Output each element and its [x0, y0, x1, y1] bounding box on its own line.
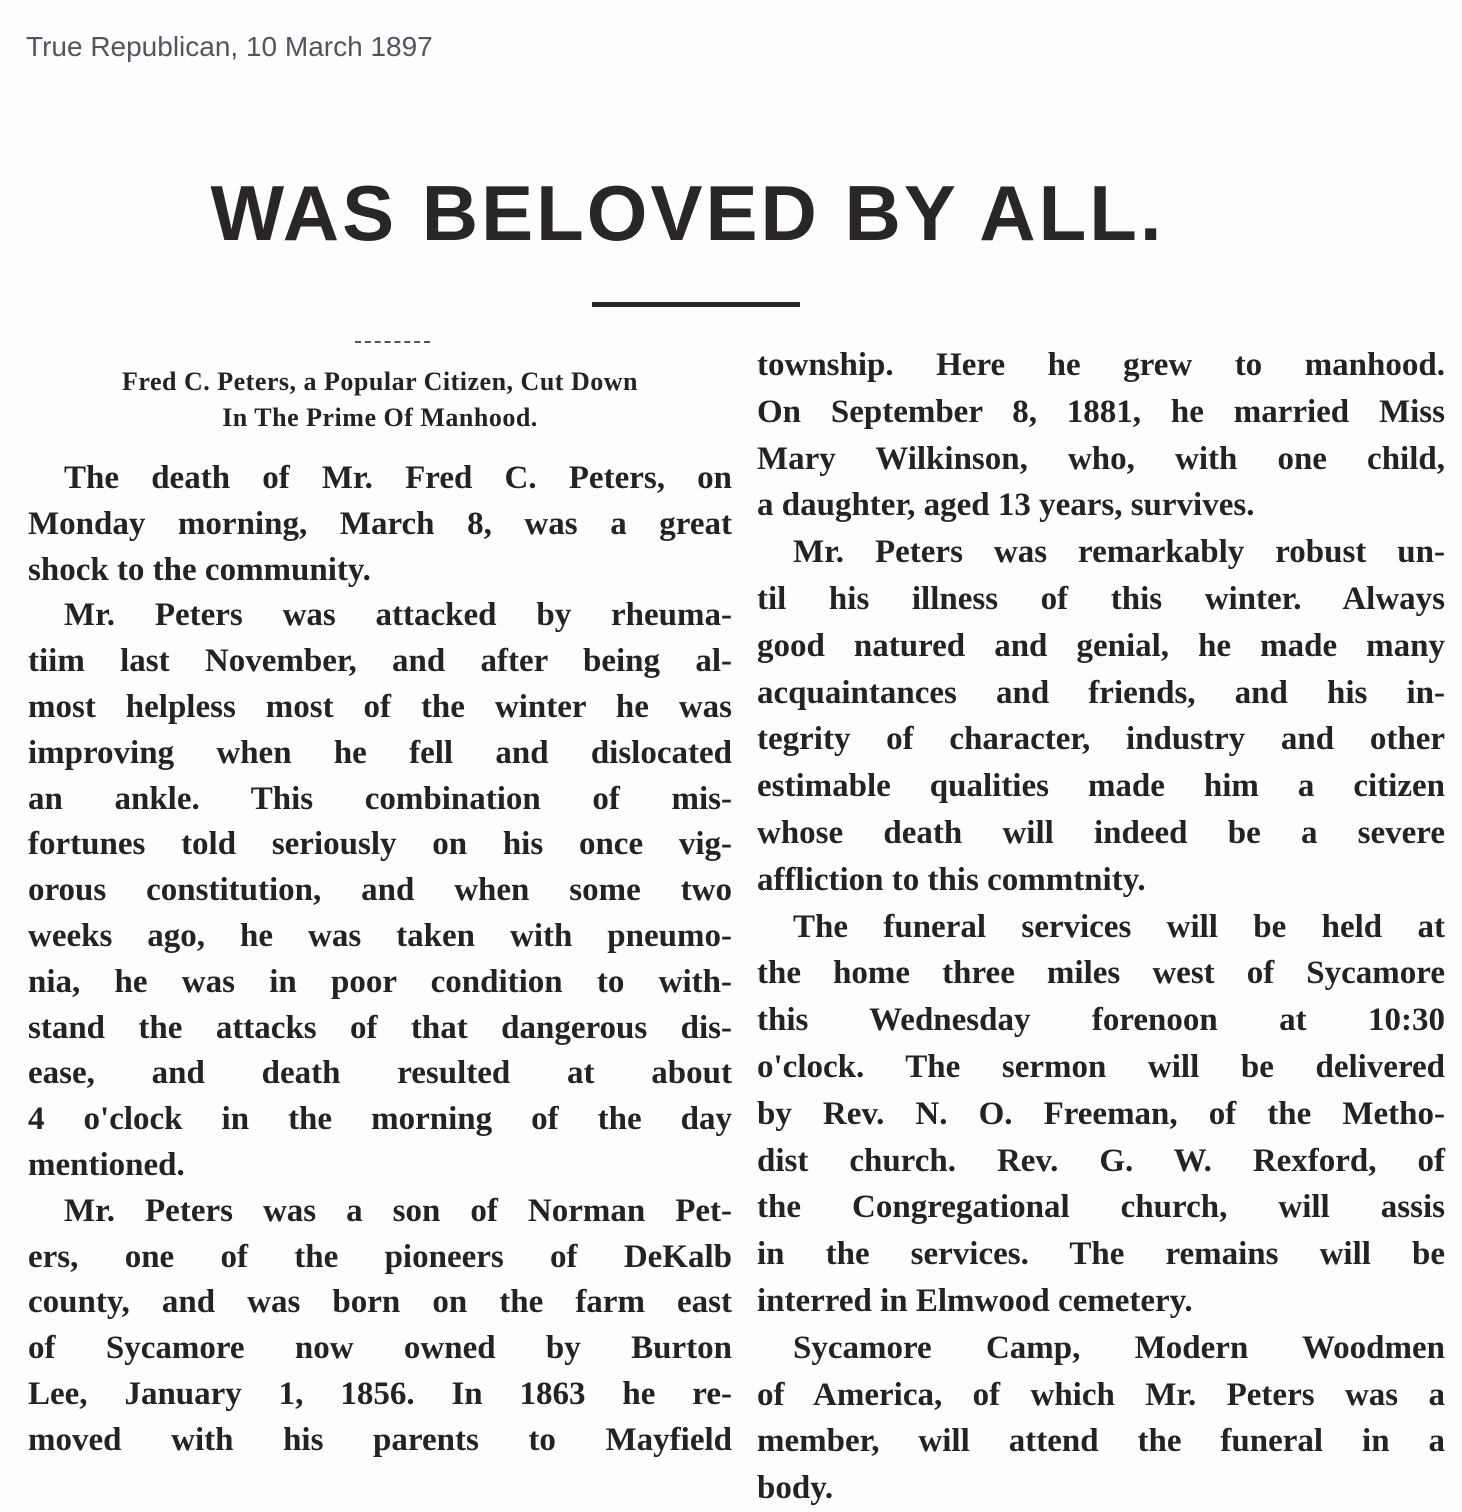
article-line: a daughter, aged 13 years, survives. — [757, 487, 1255, 524]
article-line: tegrity of character, industry and other — [757, 721, 1445, 758]
article-line: an ankle. This combination of mis- — [28, 780, 732, 817]
article-line: member, will attend the funeral in a — [757, 1423, 1445, 1460]
headline-divider — [592, 302, 800, 307]
article-line: acquaintances and friends, and his in- — [757, 674, 1445, 711]
article-line: of Sycamore now owned by Burton — [28, 1330, 732, 1367]
headline: WAS BELOVED BY ALL. — [210, 169, 1165, 257]
article-line: good natured and genial, he made many — [757, 627, 1445, 664]
article-line: orous constitution, and when some two — [28, 872, 732, 909]
article-line: estimable qualities made him a citizen — [757, 768, 1445, 805]
article-line: The funeral services will be held at — [793, 908, 1445, 945]
article-line: mentioned. — [28, 1146, 185, 1183]
article-line: weeks ago, he was taken with pneumo- — [28, 917, 732, 954]
article-line: Mary Wilkinson, who, with one child, — [757, 440, 1445, 477]
article-line: til his illness of this winter. Always — [757, 580, 1445, 617]
article-paragraph — [757, 904, 1445, 1325]
article-paragraph — [28, 456, 732, 593]
article-line: in the services. The remains will be — [757, 1236, 1445, 1273]
article-line: moved with his parents to Mayfield — [28, 1421, 732, 1458]
source-caption: True Republican, 10 March 1897 — [26, 31, 433, 62]
subheadline — [28, 364, 732, 436]
article-paragraph — [28, 593, 732, 1188]
article-line: Monday morning, March 8, was a great — [28, 505, 732, 542]
article-line: improving when he fell and dislocated — [28, 734, 732, 771]
subheadline-line: In The Prime Of Manhood. — [222, 403, 538, 432]
article-line: body. — [757, 1470, 834, 1507]
article-line: Sycamore Camp, Modern Woodmen — [793, 1329, 1445, 1366]
article-line: interred in Elmwood cemetery. — [757, 1282, 1193, 1319]
article-paragraph — [757, 342, 1445, 529]
article-column-right — [757, 342, 1445, 1512]
article-line: Mr. Peters was attacked by rheuma- — [64, 597, 732, 634]
article-line: township. Here he grew to manhood. — [757, 347, 1445, 383]
article-paragraph — [757, 529, 1445, 903]
article-line: by Rev. N. O. Freeman, of the Metho- — [757, 1095, 1445, 1132]
article-line: 4 o'clock in the morning of the day — [28, 1101, 732, 1138]
article-line: Lee, January 1, 1856. In 1863 he re- — [28, 1375, 732, 1412]
article-line: stand the attacks of that dangerous dis- — [28, 1009, 732, 1046]
article-line: ers, one of the pioneers of DeKalb — [28, 1238, 732, 1275]
article-line: whose death will indeed be a severe — [757, 814, 1445, 851]
article-line: county, and was born on the farm east — [28, 1284, 732, 1321]
article-line: ease, and death resulted at about — [28, 1055, 732, 1092]
article-line: this Wednesday forenoon at 10:30 — [757, 1002, 1445, 1039]
article-line: the home three miles west of Sycamore — [757, 955, 1445, 992]
dashed-divider — [355, 341, 430, 343]
article-line: Mr. Peters was remarkably robust un- — [793, 534, 1445, 571]
article-line: most helpless most of the winter he was — [28, 688, 732, 725]
article-line: shock to the community. — [28, 551, 371, 588]
article-line: o'clock. The sermon will be delivered — [757, 1048, 1445, 1085]
article-line: On September 8, 1881, he married Miss — [757, 393, 1445, 430]
article-line: fortunes told seriously on his once vig- — [28, 826, 732, 863]
article-line: dist church. Rev. G. W. Rexford, of — [757, 1142, 1445, 1179]
article-line: the Congregational church, will assis — [757, 1189, 1445, 1226]
article-line: tiim last November, and after being al- — [28, 643, 732, 680]
article-column-left — [28, 456, 732, 1464]
article-line: Mr. Peters was a son of Norman Pet- — [64, 1192, 732, 1229]
article-line: nia, he was in poor condition to with- — [28, 963, 732, 1000]
article-paragraph — [28, 1189, 732, 1464]
article-line: affliction to this commtnity. — [757, 861, 1146, 898]
article-line: The death of Mr. Fred C. Peters, on — [64, 460, 732, 496]
subheadline-line: Fred C. Peters, a Popular Citizen, Cut Down — [122, 367, 638, 396]
article-line: of America, of which Mr. Peters was a — [757, 1376, 1445, 1413]
